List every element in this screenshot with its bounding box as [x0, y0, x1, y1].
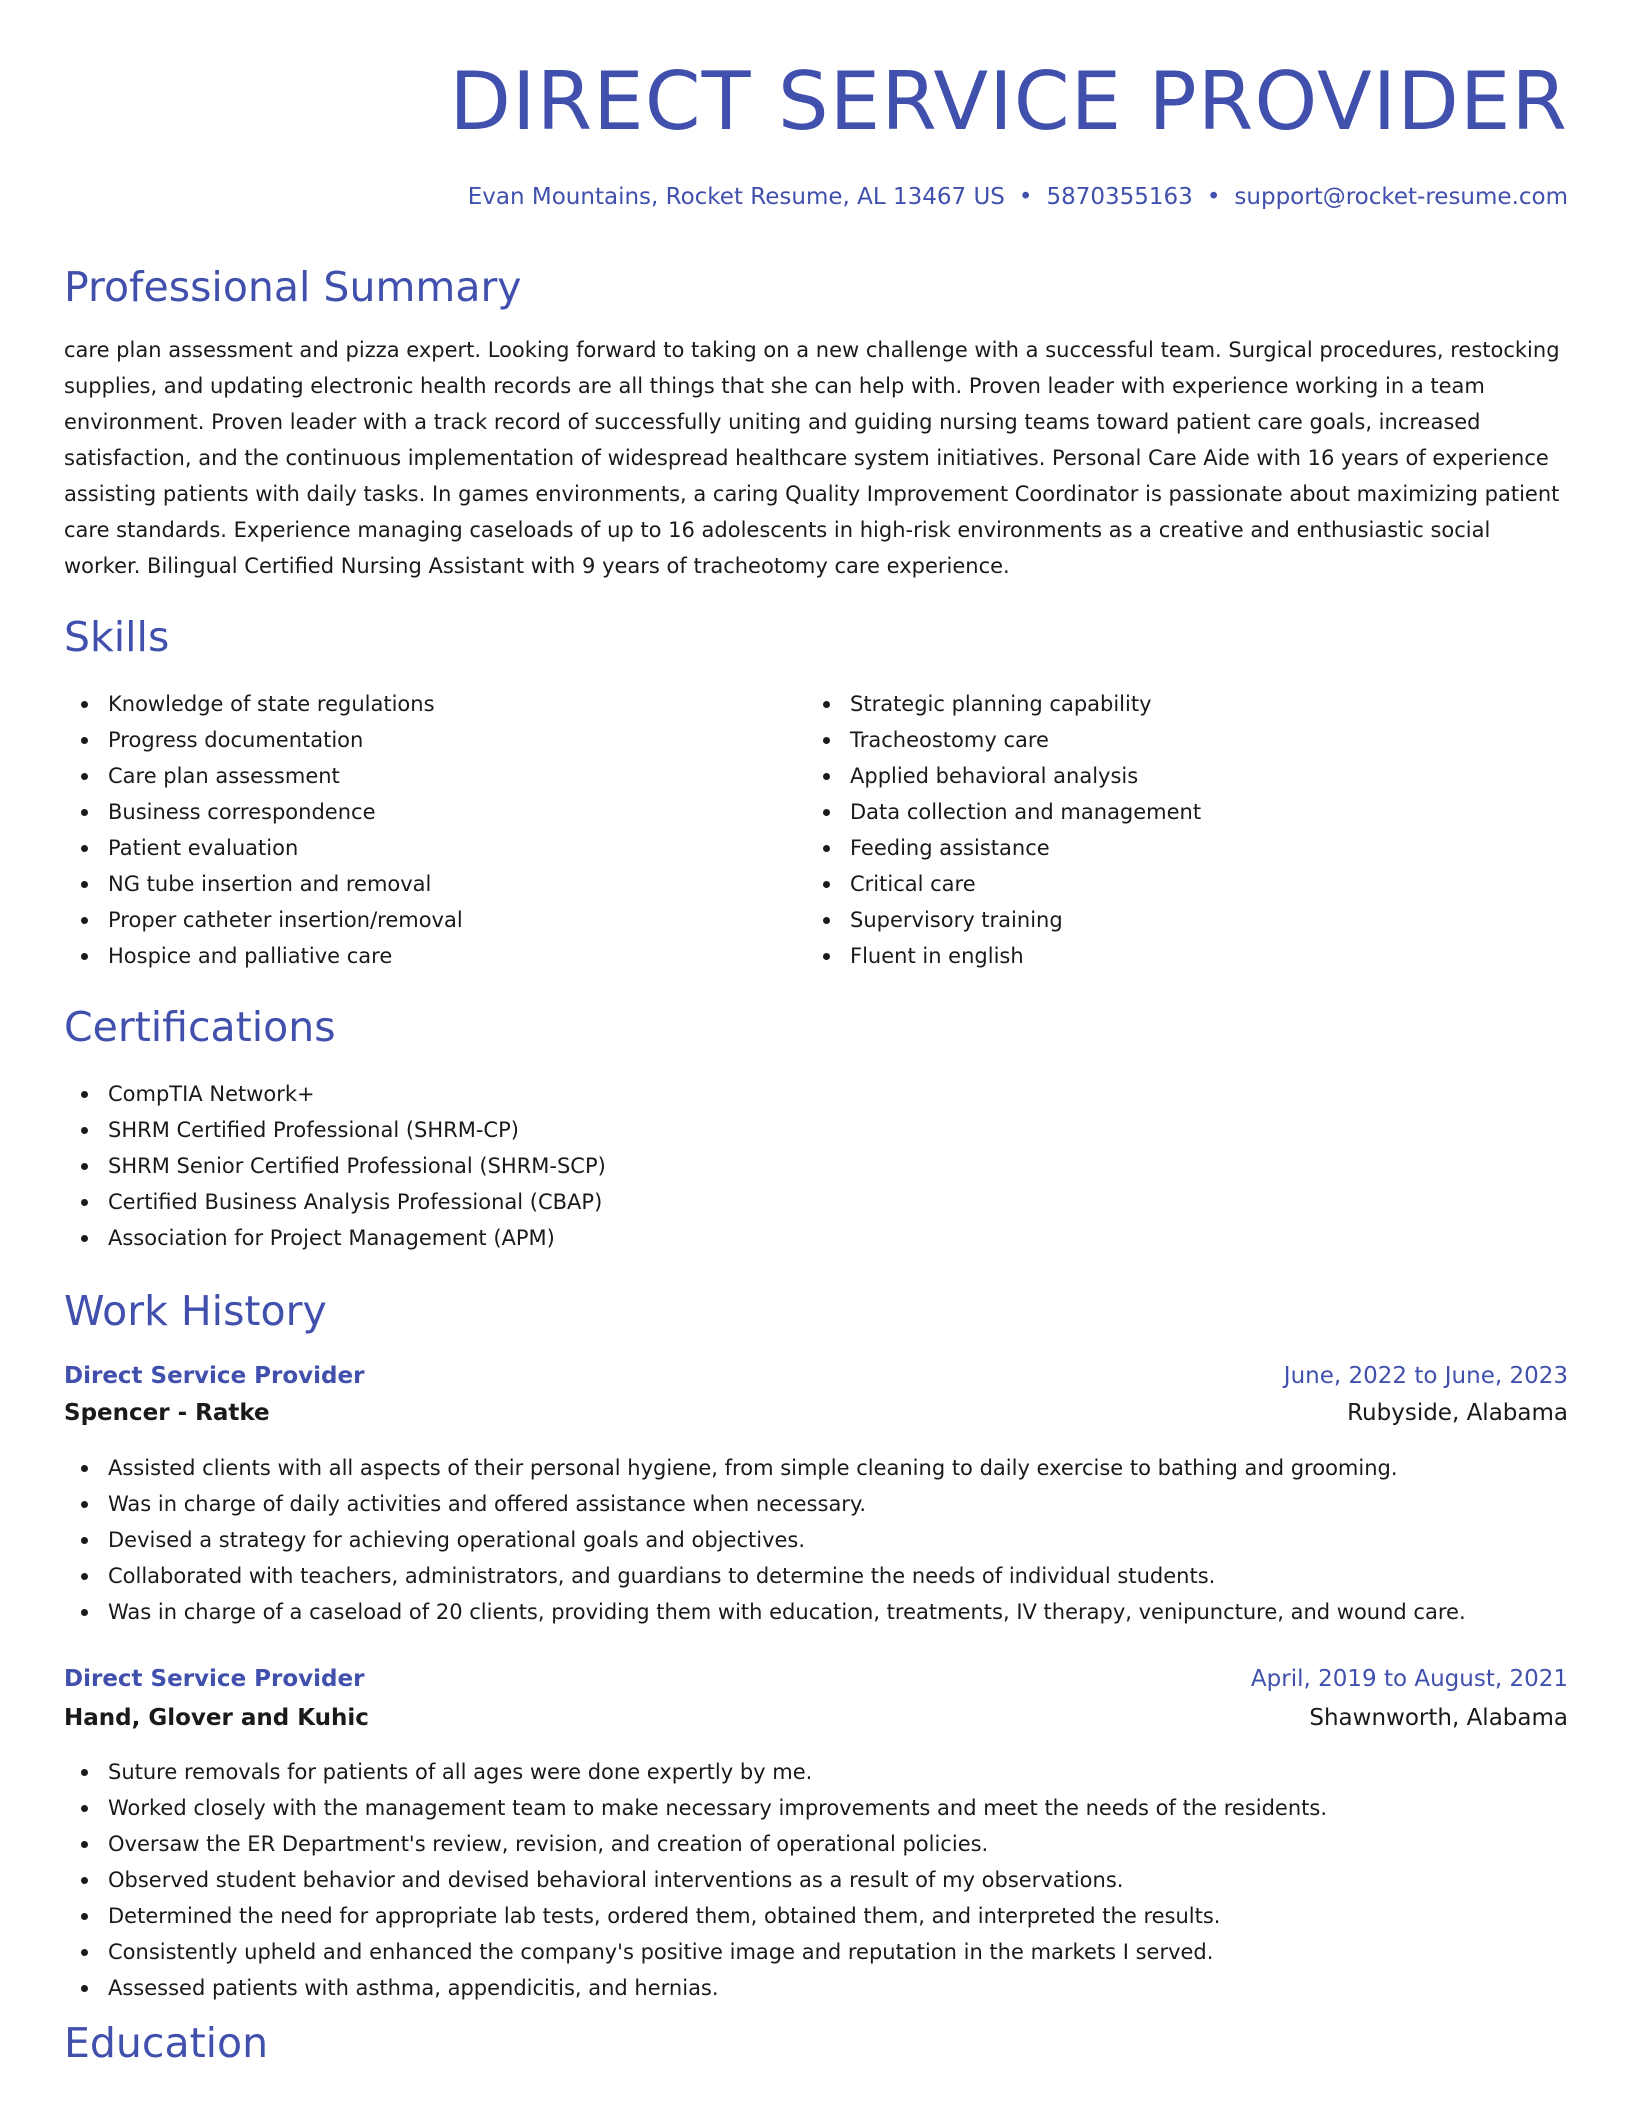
summary-heading: Professional Summary: [64, 263, 522, 311]
skills-list-left: [64, 686, 804, 974]
job-bullet: Devised a strategy for achieving operational goals and objectives.: [64, 1522, 1568, 1558]
skill-item: Applied behavioral analysis: [806, 758, 1546, 794]
resume-title: DIRECT SERVICE PROVIDER: [449, 55, 1568, 148]
skill-item: Supervisory training: [806, 902, 1546, 938]
job-bullet: Was in charge of a caseload of 20 clients, providing them with education, treatments, IV therapy, venipuncture, and wound care.: [64, 1594, 1568, 1630]
contact-address: Evan Mountains, Rocket Resume, AL 13467 US: [467, 184, 1005, 210]
skill-item: Fluent in english: [806, 938, 1546, 974]
job-location: Rubyside, Alabama: [1347, 1400, 1568, 1426]
certification-item: CompTIA Network+: [64, 1076, 1064, 1112]
contact-phone: 5870355163: [1046, 184, 1193, 210]
job-bullet: Assessed patients with asthma, appendicitis, and hernias.: [64, 1970, 1568, 2006]
skill-item: NG tube insertion and removal: [64, 866, 804, 902]
job-company: Spencer - Ratke: [64, 1400, 270, 1426]
skill-item: Care plan assessment: [64, 758, 804, 794]
job-location: Shawnworth, Alabama: [1309, 1705, 1568, 1731]
skill-item: Strategic planning capability: [806, 686, 1546, 722]
skill-item: Feeding assistance: [806, 830, 1546, 866]
summary-text: care plan assessment and pizza expert. Looking forward to taking on a new challenge with a successful team. Surgical procedures, restocking supplies, and updating electronic health records are all things that she can help with. Proven leader with experience working in a team environment. Proven leader with a track record of successfully uniting and guiding nursing teams toward patient care goals, increased satisfaction, and the continuous implementation of widespread healthcare system initiatives. Personal Care Aide with 16 years of experience assisting patients with daily tasks. In games environments, a caring Quality Improvement Coordinator is passionate about maximizing patient care standards. Experience managing caseloads of up to 16 adolescents in high-risk environments as a creative and enthusiastic social worker. Bilingual Certified Nursing Assistant with 9 years of tracheotomy care experience.: [64, 338, 1560, 578]
job-bullet: Consistently upheld and enhanced the company's positive image and reputation in the markets I served.: [64, 1934, 1568, 1970]
job-bullet: Assisted clients with all aspects of their personal hygiene, from simple cleaning to daily exercise to bathing and grooming.: [64, 1450, 1568, 1486]
job-bullets: [64, 1450, 1568, 1630]
job-dates: June, 2022 to June, 2023: [1283, 1363, 1568, 1389]
skill-item: Data collection and management: [806, 794, 1546, 830]
skill-item: Tracheostomy care: [806, 722, 1546, 758]
skills-heading: Skills: [64, 613, 170, 661]
skill-item: Critical care: [806, 866, 1546, 902]
job-bullet: Determined the need for appropriate lab tests, ordered them, obtained them, and interpreted the results.: [64, 1898, 1568, 1934]
skills-list-right: [806, 686, 1546, 974]
certification-item: SHRM Certified Professional (SHRM-CP): [64, 1112, 1064, 1148]
job-title: Direct Service Provider: [64, 1363, 365, 1389]
certification-item: Association for Project Management (APM): [64, 1220, 1064, 1256]
job-bullet: Suture removals for patients of all ages were done expertly by me.: [64, 1754, 1568, 1790]
education-heading: Education: [64, 2019, 269, 2067]
contact-separator: •: [1018, 184, 1033, 210]
skill-item: Progress documentation: [64, 722, 804, 758]
job-bullet: Observed student behavior and devised behavioral interventions as a result of my observations.: [64, 1862, 1568, 1898]
skill-item: Proper catheter insertion/removal: [64, 902, 804, 938]
certification-item: Certified Business Analysis Professional (CBAP): [64, 1184, 1064, 1220]
contact-line: [468, 180, 1568, 214]
job-bullets: [64, 1754, 1568, 2006]
certifications-heading: Certifications: [64, 1003, 336, 1051]
certification-item: SHRM Senior Certified Professional (SHRM-SCP): [64, 1148, 1064, 1184]
contact-email: support@rocket-resume.com: [1234, 184, 1568, 210]
job-bullet: Oversaw the ER Department's review, revision, and creation of operational policies.: [64, 1826, 1568, 1862]
certifications-list: [64, 1076, 1064, 1256]
skill-item: Patient evaluation: [64, 830, 804, 866]
job-title: Direct Service Provider: [64, 1666, 365, 1692]
job-company: Hand, Glover and Kuhic: [64, 1705, 369, 1731]
work-history-heading: Work History: [64, 1287, 327, 1335]
job-bullet: Collaborated with teachers, administrators, and guardians to determine the needs of individual students.: [64, 1558, 1568, 1594]
job-dates: April, 2019 to August, 2021: [1250, 1666, 1568, 1692]
contact-separator: •: [1206, 184, 1221, 210]
job-bullet: Was in charge of daily activities and offered assistance when necessary.: [64, 1486, 1568, 1522]
skill-item: Hospice and palliative care: [64, 938, 804, 974]
skill-item: Knowledge of state regulations: [64, 686, 804, 722]
job-bullet: Worked closely with the management team to make necessary improvements and meet the needs of the residents.: [64, 1790, 1568, 1826]
skill-item: Business correspondence: [64, 794, 804, 830]
